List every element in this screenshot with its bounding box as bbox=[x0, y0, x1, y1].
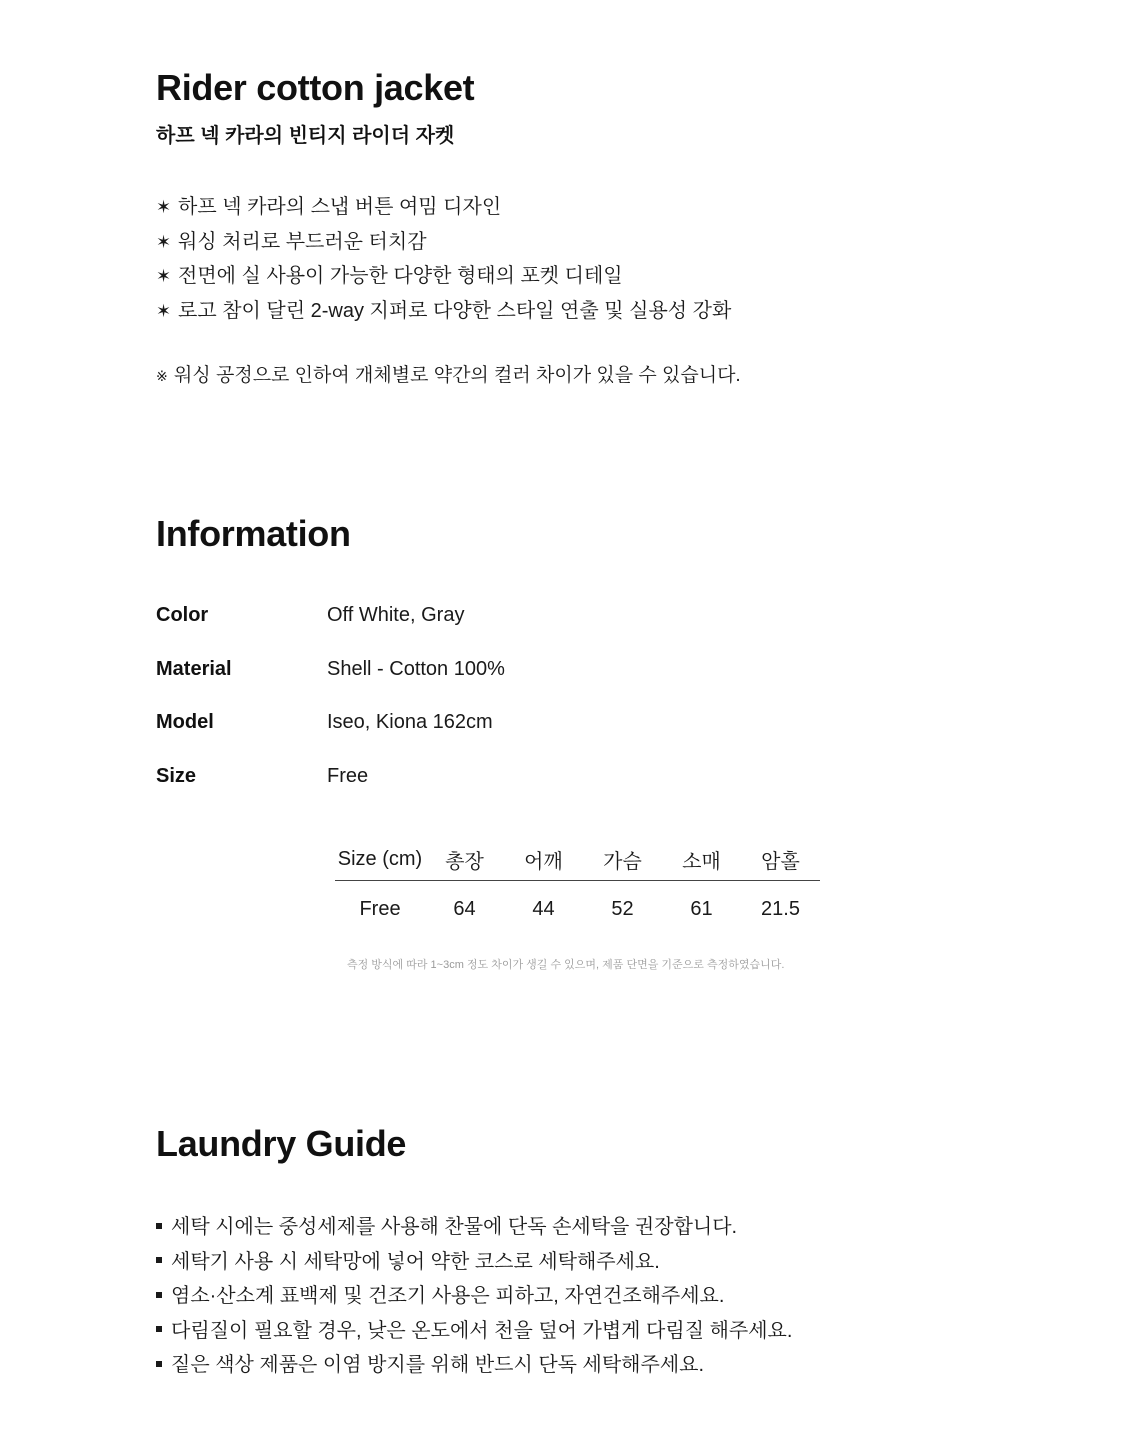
size-cell-chest: 52 bbox=[611, 897, 634, 920]
feature-item bbox=[156, 294, 731, 329]
info-label-color: Color bbox=[156, 604, 209, 626]
info-value-material: Shell - Cotton 100% bbox=[327, 658, 505, 680]
size-table-header-row bbox=[335, 838, 820, 881]
feature-list bbox=[156, 190, 731, 328]
product-title: Rider cotton jacket bbox=[156, 67, 475, 108]
laundry-heading: Laundry Guide bbox=[156, 1123, 407, 1164]
size-header-length: 총장 bbox=[425, 838, 504, 881]
feature-item bbox=[156, 225, 731, 260]
laundry-list bbox=[156, 1210, 792, 1383]
star-icon: ✶ bbox=[156, 231, 172, 252]
color-notice bbox=[156, 362, 741, 390]
size-table bbox=[335, 838, 820, 937]
size-header-shoulder: 어깨 bbox=[504, 838, 583, 881]
info-value-model: Iseo, Kiona 162cm bbox=[327, 711, 493, 733]
list-item bbox=[156, 1245, 792, 1280]
size-cell-sleeve: 61 bbox=[690, 897, 713, 920]
feature-item bbox=[156, 259, 731, 294]
info-value-size: Free bbox=[327, 765, 369, 787]
feature-text: 워싱 처리로 부드러운 터치감 bbox=[178, 230, 427, 253]
measurement-note: 측정 방식에 따라 1~3cm 정도 차이가 생길 수 있으며, 제품 단면을 기준으로 측정하였습니다. bbox=[347, 959, 785, 971]
product-subtitle: 하프 넥 카라의 빈티지 라이더 자켓 bbox=[156, 125, 455, 147]
bullet-icon bbox=[156, 1326, 162, 1332]
bullet-icon bbox=[156, 1257, 162, 1263]
feature-text: 하프 넥 카라의 스냅 버튼 여밈 디자인 bbox=[178, 196, 502, 218]
size-header-sleeve: 소매 bbox=[662, 838, 741, 881]
info-value-color: Off White, Gray bbox=[327, 604, 465, 626]
list-item bbox=[156, 1210, 792, 1245]
size-cell-armhole: 21.5 bbox=[761, 897, 800, 920]
laundry-text: 염소·산소계 표백제 및 건조기 사용은 피하고, 자연건조해주세요. bbox=[171, 1285, 725, 1307]
star-icon: ✶ bbox=[156, 300, 172, 321]
info-label-model: Model bbox=[156, 711, 214, 733]
bullet-icon bbox=[156, 1223, 162, 1229]
table-row bbox=[335, 881, 820, 938]
size-header-armhole: 암홀 bbox=[741, 838, 820, 881]
laundry-text: 세탁기 사용 시 세탁망에 넣어 약한 코스로 세탁해주세요. bbox=[171, 1250, 660, 1273]
laundry-text: 다림질이 필요할 경우, 낮은 온도에서 천을 덮어 가볍게 다림질 해주세요. bbox=[171, 1319, 793, 1342]
feature-item bbox=[156, 190, 731, 225]
size-header-chest: 가슴 bbox=[583, 838, 662, 881]
list-item bbox=[156, 1348, 792, 1383]
information-heading: Information bbox=[156, 513, 351, 554]
feature-text: 로고 참이 달린 2-way 지퍼로 다양한 스타일 연출 및 실용성 강화 bbox=[178, 299, 732, 322]
star-icon: ✶ bbox=[156, 197, 172, 217]
size-cell-shoulder: 44 bbox=[532, 897, 555, 920]
size-cell-size: Free bbox=[359, 897, 401, 920]
list-item bbox=[156, 1279, 792, 1314]
laundry-text: 짙은 색상 제품은 이염 방지를 위해 반드시 단독 세탁해주세요. bbox=[171, 1354, 705, 1376]
star-icon: ✶ bbox=[156, 266, 172, 286]
feature-text: 전면에 실 사용이 가능한 다양한 형태의 포켓 디테일 bbox=[178, 265, 623, 287]
size-header-size: Size (cm) bbox=[335, 838, 425, 881]
info-label-size: Size bbox=[156, 765, 197, 787]
notice-text: 워싱 공정으로 인하여 개체별로 약간의 컬러 차이가 있을 수 있습니다. bbox=[174, 365, 741, 386]
bullet-icon bbox=[156, 1292, 162, 1298]
list-item bbox=[156, 1314, 792, 1349]
size-cell-length: 64 bbox=[453, 897, 476, 920]
bullet-icon bbox=[156, 1361, 162, 1367]
info-label-material: Material bbox=[156, 658, 232, 680]
laundry-text: 세탁 시에는 중성세제를 사용해 찬물에 단독 손세탁을 권장합니다. bbox=[171, 1216, 738, 1238]
reference-mark-icon: ※ bbox=[156, 368, 168, 384]
